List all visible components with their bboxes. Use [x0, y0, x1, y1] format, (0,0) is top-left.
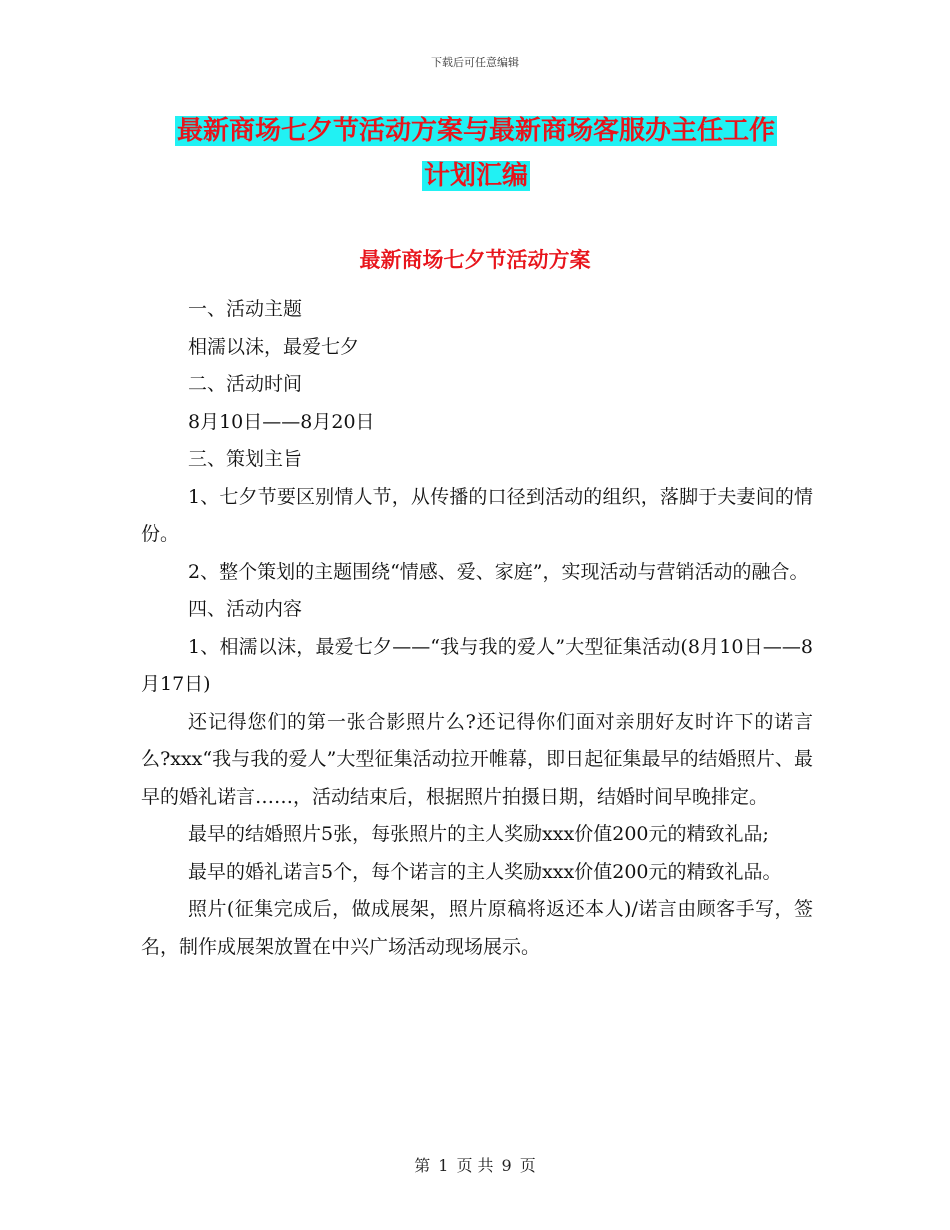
document-body: [141, 291, 813, 966]
footer-total-pages: 9: [501, 1156, 512, 1175]
main-title-line-2-text: 计划汇编: [423, 161, 528, 191]
heading-activity-content: 四、活动内容: [188, 598, 303, 620]
footer-middle: 页 共: [456, 1156, 494, 1175]
section-title: 最新商场七夕节活动方案: [359, 248, 591, 272]
paragraph-purpose-2: 2、整个策划的主题围绕“情感、爱、家庭”，实现活动与营销活动的融合。: [188, 560, 809, 583]
paragraph-content-1: 1、相濡以沫，最爱七夕——“我与我的爱人”大型征集活动(8月10日——8月17日): [141, 635, 813, 695]
paragraph-content-4: 最早的婚礼诺言5个，每个诺言的主人奖励xxx价值200元的精致礼品。: [188, 860, 782, 883]
footer-prefix: 第: [414, 1156, 431, 1175]
heading-activity-time: 二、活动时间: [188, 373, 303, 395]
heading-planning-purpose: 三、策划主旨: [188, 448, 303, 470]
footer-page-number: 1: [438, 1156, 449, 1175]
paragraph-time: 8月10日——8月20日: [188, 410, 375, 433]
heading-activity-theme: 一、活动主题: [188, 298, 303, 320]
paragraph-content-2: 还记得您们的第一张合影照片么?还记得你们面对亲朋好友时许下的诺言么?xxx“我与我的爱人”大型征集活动拉开帷幕，即日起征集最早的结婚照片、最早的婚礼诺言……，活动结束后，根据照片拍摄日期，结婚时间早晚排定。: [141, 710, 813, 808]
header-note: 下载后可任意编辑: [431, 56, 519, 69]
main-title-line-1-text: 最新商场七夕节活动方案与最新商场客服办主任工作: [176, 116, 775, 146]
paragraph-theme: 相濡以沫，最爱七夕: [188, 335, 360, 358]
main-title-line-1: [140, 108, 812, 154]
footer-suffix: 页: [519, 1156, 536, 1175]
paragraph-content-3: 最早的结婚照片5张，每张照片的主人奖励xxx价值200元的精致礼品;: [188, 823, 769, 845]
page-footer: [0, 1153, 950, 1176]
main-title-line-2: [140, 153, 812, 199]
paragraph-purpose-1: 1、七夕节要区别情人节，从传播的口径到活动的组织，落脚于夫妻间的情份。: [141, 485, 813, 545]
paragraph-content-5: 照片(征集完成后，做成展架，照片原稿将返还本人)/诺言由顾客手写，签名，制作成展架放置在中兴广场活动现场展示。: [141, 898, 813, 958]
